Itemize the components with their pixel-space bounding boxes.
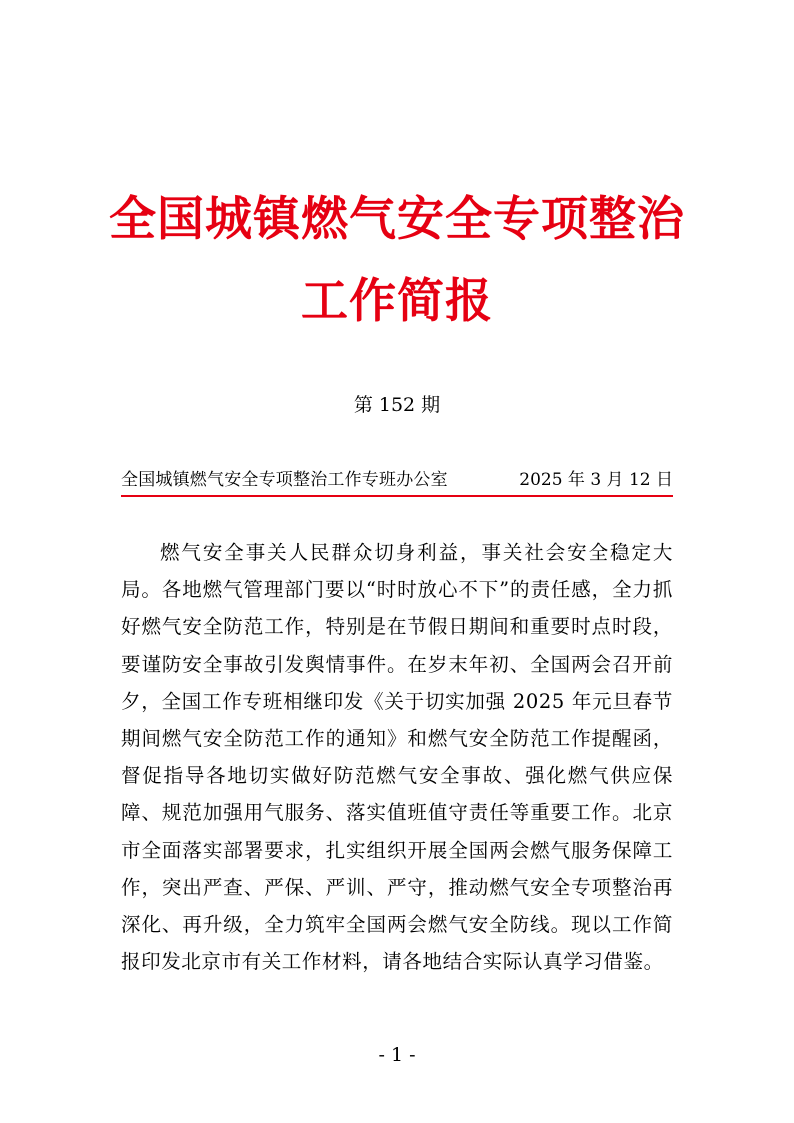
body-paragraph: 燃气安全事关人民群众切身利益，事关社会安全稳定大局。各地燃气管理部门要以“时时放心不下”的责任感，全力抓好燃气安全防范工作，特别是在节假日期间和重要时点时段，要谨防安全事故引发舆情事件。在岁末年初、全国两会召开前夕，全国工作专班相继印发《关于切实加强 2025 年元旦春节期间燃气安全防范工作的通知》和燃气安全防范工作提醒函，督促指导各地切实做好防范燃气安全事故、强化燃气供应保障、规范加强用气服务、落实值班值守责任等重要工作。北京市全面落实部署要求，扎实组织开展全国两会燃气服务保障工作，突出严查、严保、严训、严守，推动燃气安全专项整治再深化、再升级，全力筑牢全国两会燃气安全防线。现以工作简报印发北京市有关工作材料，请各地结合实际认真学习借鉴。 xyxy=(121,541,673,974)
issue-date: 2025 年 3 月 12 日 xyxy=(519,470,673,490)
document-title-line-1: 全国城镇燃气安全专项整治 xyxy=(109,192,685,247)
document-title-line-2: 工作简报 xyxy=(301,274,493,329)
issuing-office: 全国城镇燃气安全专项整治工作专班办公室 xyxy=(121,470,448,490)
red-divider-line xyxy=(121,495,673,497)
issue-number: 第 152 期 xyxy=(353,394,441,416)
issuer-row xyxy=(121,466,673,494)
page-number: - 1 - xyxy=(378,1044,416,1066)
